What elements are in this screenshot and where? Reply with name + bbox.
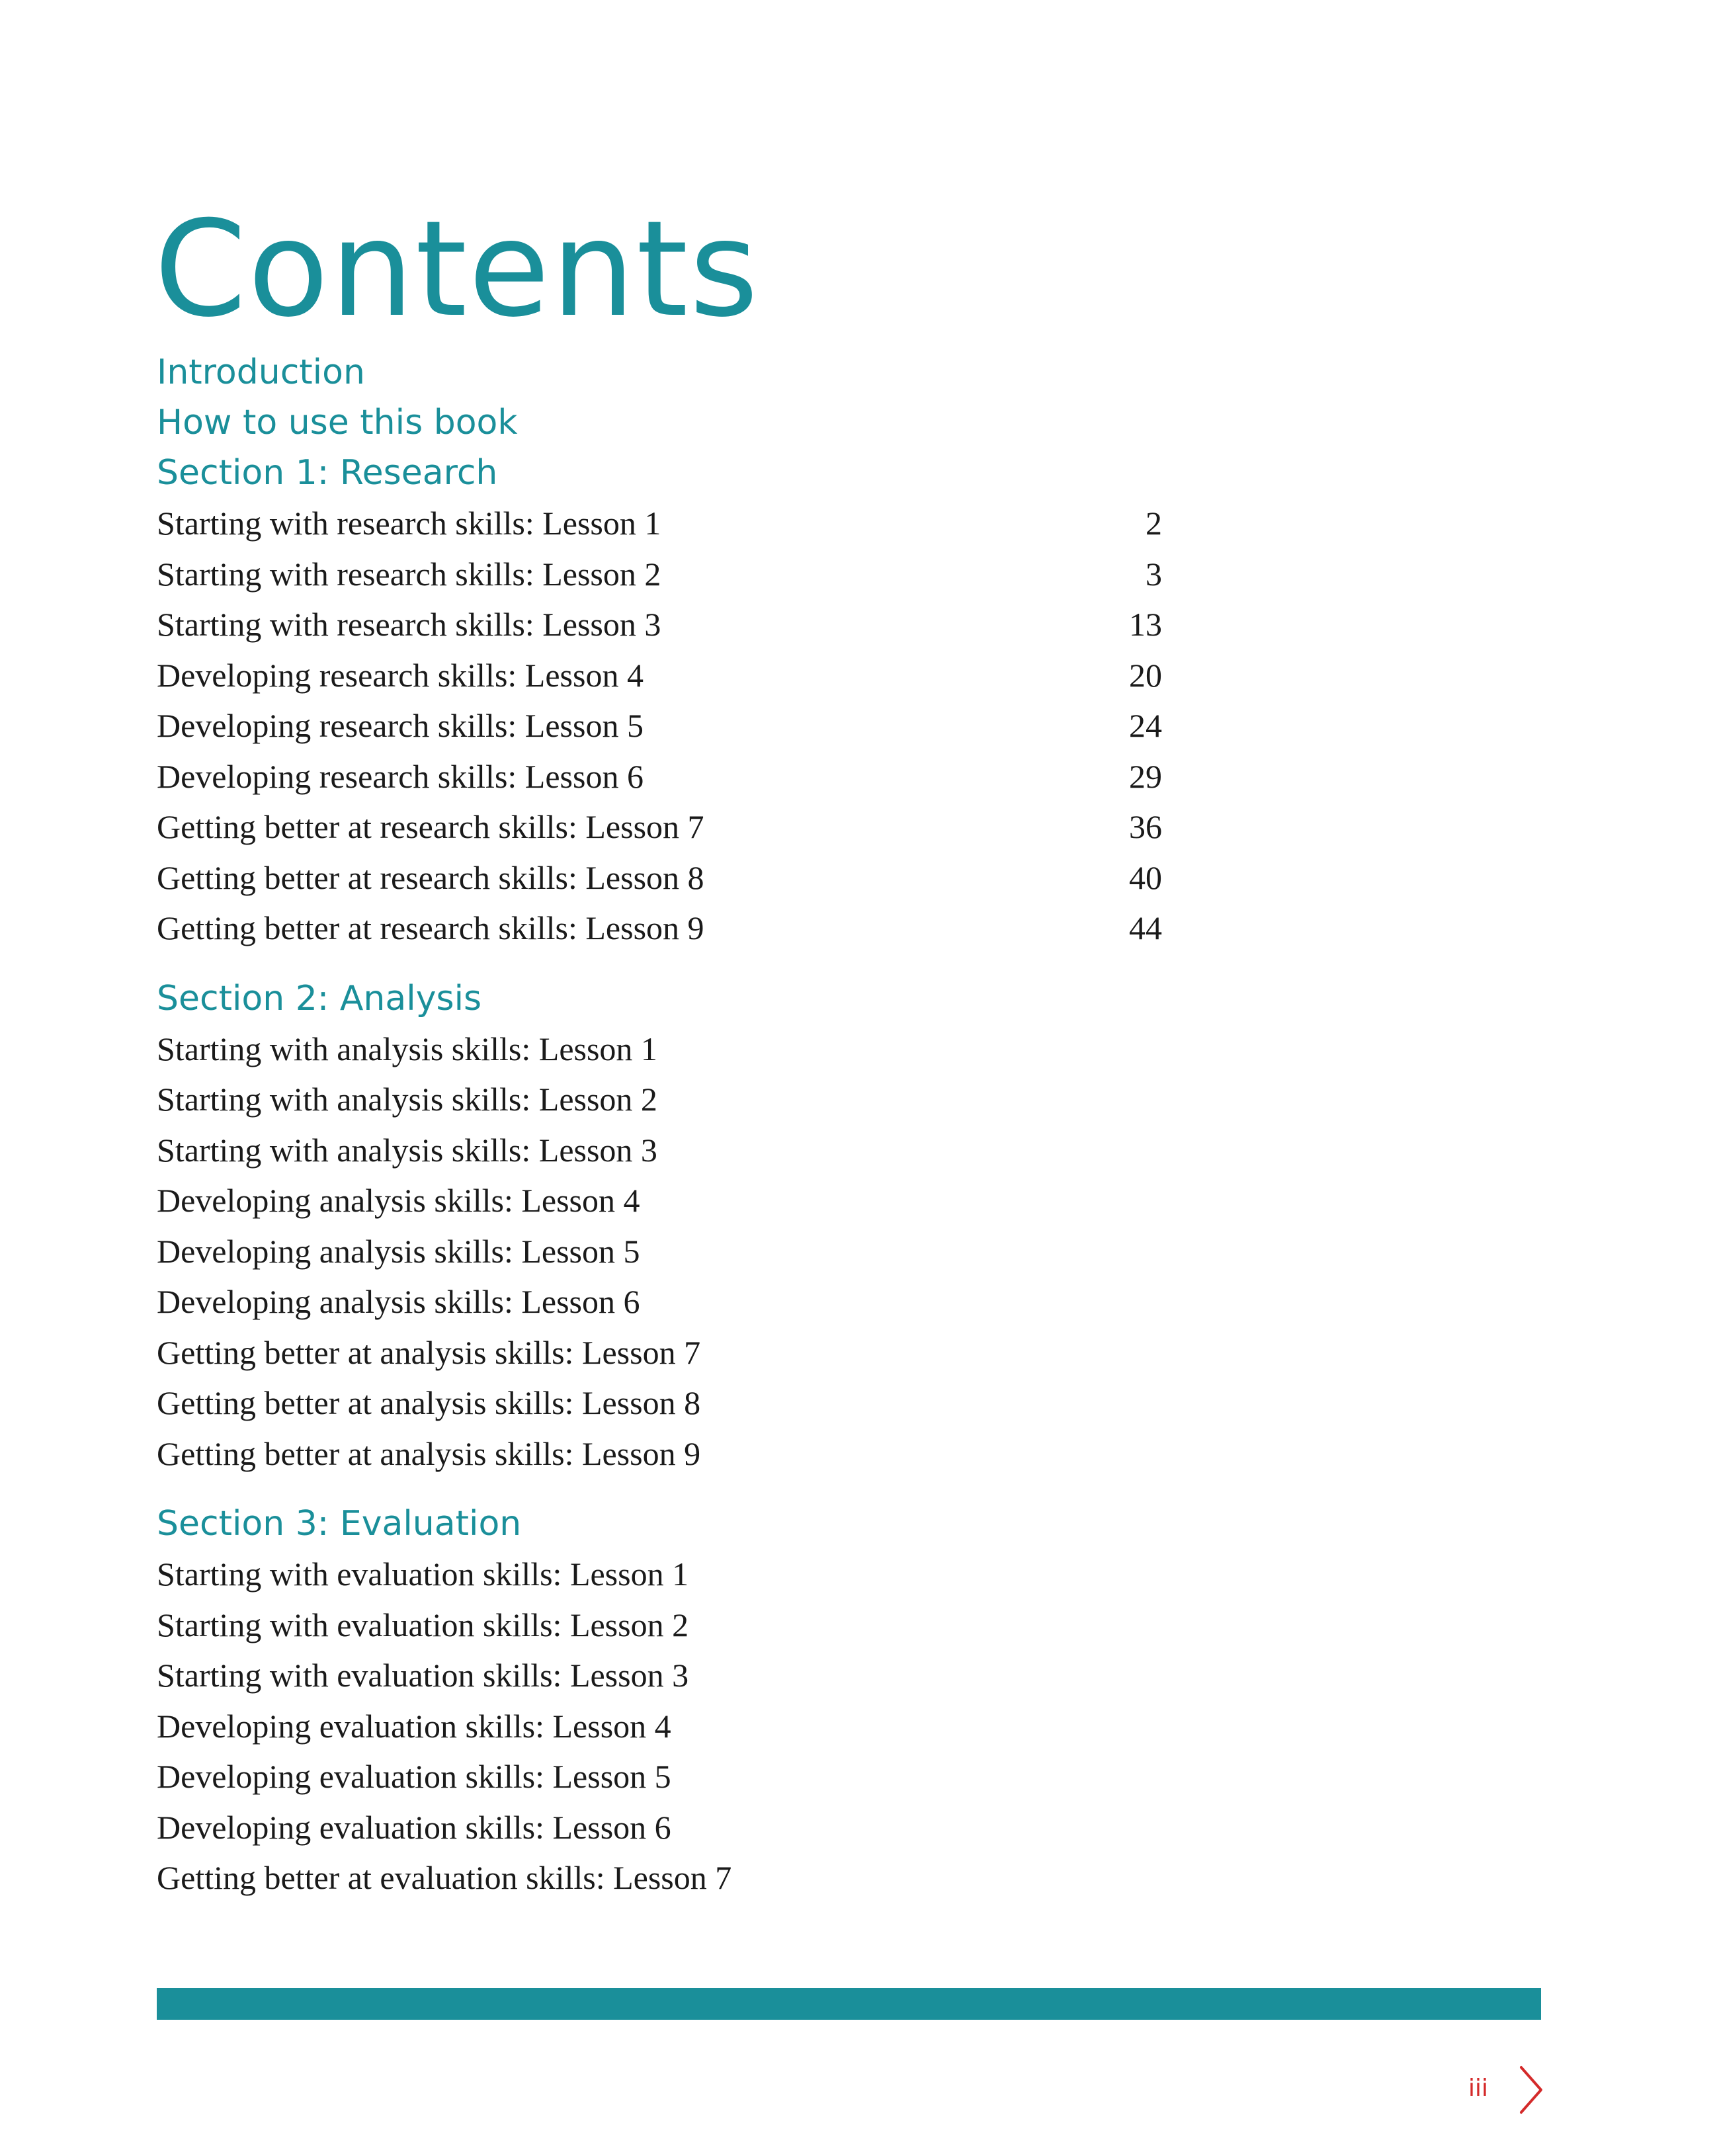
toc-entry-label: Developing analysis skills: Lesson 4	[157, 1182, 640, 1219]
toc-entry[interactable]	[157, 1650, 1162, 1701]
toc-entry-label: Developing research skills: Lesson 6	[157, 757, 644, 795]
toc-entry[interactable]	[157, 1549, 1162, 1600]
toc-entry-page: 2	[1146, 505, 1162, 542]
toc-entry[interactable]	[157, 1175, 1162, 1226]
toc-entry[interactable]	[157, 1074, 1162, 1125]
footer-divider-bar	[157, 1988, 1541, 2020]
toc-entry[interactable]	[157, 1024, 1162, 1075]
toc-entry-page: 36	[1129, 808, 1162, 845]
toc-entry[interactable]	[157, 599, 1162, 650]
toc-entry[interactable]	[157, 852, 1162, 903]
toc-entry-label: Developing evaluation skills: Lesson 4	[157, 1707, 671, 1745]
toc-entry[interactable]	[157, 700, 1162, 751]
toc-entry-page: 44	[1129, 909, 1162, 946]
table-of-contents	[157, 347, 1162, 1903]
toc-entry-label: Developing evaluation skills: Lesson 5	[157, 1758, 671, 1795]
toc-entry[interactable]	[157, 1802, 1162, 1853]
toc-entry-label: Starting with evaluation skills: Lesson 3	[157, 1657, 689, 1694]
page-title: Contents	[154, 192, 760, 347]
toc-entry[interactable]	[157, 751, 1162, 802]
toc-entry[interactable]	[157, 549, 1162, 600]
toc-entry-label: Starting with analysis skills: Lesson 3	[157, 1131, 657, 1169]
toc-entry[interactable]	[157, 1852, 1162, 1903]
toc-entry-label: Developing analysis skills: Lesson 5	[157, 1232, 640, 1270]
toc-entry-label: Starting with research skills: Lesson 2	[157, 555, 661, 593]
toc-entry-label: Getting better at research skills: Lesson 7	[157, 808, 704, 845]
toc-entry[interactable]	[157, 1751, 1162, 1802]
toc-entry[interactable]	[157, 498, 1162, 549]
toc-heading-introduction[interactable]: Introduction	[157, 352, 365, 392]
toc-entry[interactable]	[157, 1378, 1162, 1429]
section-heading-analysis[interactable]: Section 2: Analysis	[157, 978, 482, 1018]
toc-entry-label: Developing research skills: Lesson 5	[157, 707, 644, 744]
toc-entry[interactable]	[157, 1429, 1162, 1479]
toc-entry-page: 40	[1129, 858, 1162, 896]
toc-entry-label: Developing research skills: Lesson 4	[157, 656, 644, 694]
toc-entry-page: 20	[1129, 656, 1162, 694]
toc-entry[interactable]	[157, 802, 1162, 852]
section-heading-research[interactable]: Section 1: Research	[157, 453, 498, 493]
toc-entry-label: Starting with research skills: Lesson 1	[157, 505, 661, 542]
toc-entry[interactable]	[157, 1600, 1162, 1651]
toc-entry[interactable]	[157, 1327, 1162, 1378]
toc-entry-label: Starting with analysis skills: Lesson 1	[157, 1030, 657, 1067]
toc-entry-page: 24	[1129, 707, 1162, 744]
toc-entry-label: Starting with evaluation skills: Lesson 1	[157, 1555, 689, 1593]
toc-entry[interactable]	[157, 1276, 1162, 1327]
toc-entry[interactable]	[157, 650, 1162, 701]
toc-entry-label: Getting better at research skills: Lesson 8	[157, 858, 704, 896]
toc-entry-page: 3	[1146, 555, 1162, 593]
toc-heading-how-to-use[interactable]: How to use this book	[157, 403, 518, 442]
toc-entry-label: Getting better at analysis skills: Lesson 8	[157, 1384, 701, 1421]
toc-entry[interactable]	[157, 1226, 1162, 1277]
toc-entry-page: 13	[1129, 606, 1162, 643]
page-number: iii	[1468, 2075, 1488, 2102]
toc-entry-label: Getting better at analysis skills: Lesson 9	[157, 1434, 701, 1472]
toc-entry-label: Getting better at evaluation skills: Lesson 7	[157, 1859, 732, 1896]
toc-entry-label: Starting with research skills: Lesson 3	[157, 606, 661, 643]
toc-entry-label: Starting with evaluation skills: Lesson 2	[157, 1606, 689, 1643]
toc-entry-label: Developing evaluation skills: Lesson 6	[157, 1808, 671, 1846]
toc-entry-label: Developing analysis skills: Lesson 6	[157, 1283, 640, 1320]
chevron-right-icon[interactable]	[1515, 2063, 1548, 2116]
toc-entry[interactable]	[157, 1125, 1162, 1176]
toc-entry-label: Starting with analysis skills: Lesson 2	[157, 1081, 657, 1118]
toc-entry-label: Getting better at analysis skills: Lesson 7	[157, 1333, 701, 1371]
section-heading-evaluation[interactable]: Section 3: Evaluation	[157, 1504, 522, 1544]
toc-entry-label: Getting better at research skills: Lesson 9	[157, 909, 704, 946]
toc-entry[interactable]	[157, 903, 1162, 954]
toc-entry[interactable]	[157, 1701, 1162, 1752]
toc-entry-page: 29	[1129, 757, 1162, 795]
